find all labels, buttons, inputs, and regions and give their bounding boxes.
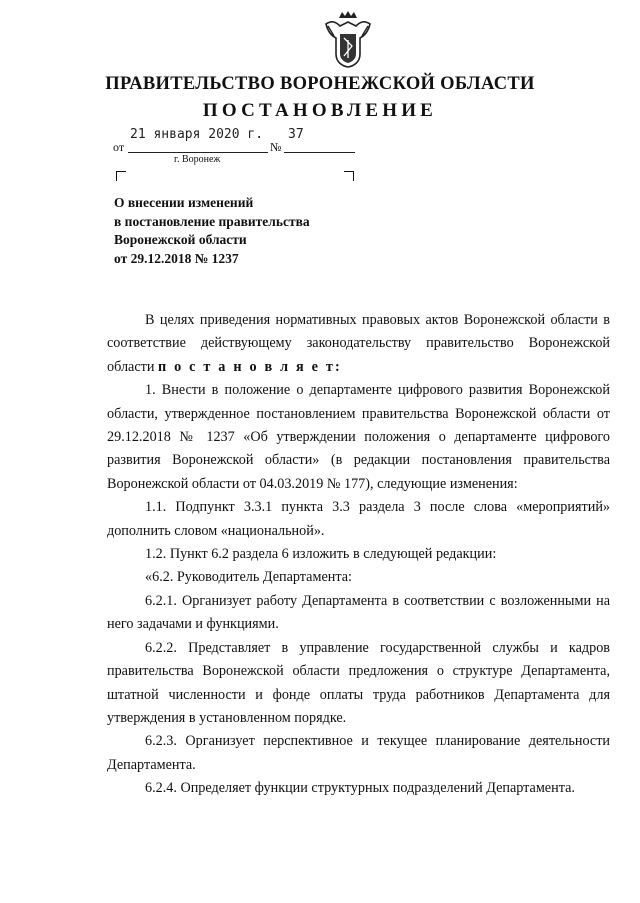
paragraph-item-6-2-2: 6.2.2. Представляет в управление государственной службы и кадров правительства Воронежской области предложения о структуре Департамента, штатной численности и фонде оплаты труда работников Департамента для утверждения в установленном порядке. <box>107 639 610 726</box>
number-label: № <box>270 140 282 154</box>
left-corner-bracket <box>116 171 126 181</box>
paragraph-item-6-2-4: 6.2.4. Определяет функции структурных подразделений Департамента. <box>145 780 575 797</box>
document-body <box>107 309 610 801</box>
number-underline <box>284 152 355 153</box>
paragraph-item-1-2: 1.2. Пункт 6.2 раздела 6 изложить в следующей редакции: <box>145 546 497 563</box>
organization-title: ПРАВИТЕЛЬСТВО ВОРОНЕЖСКОЙ ОБЛАСТИ <box>105 74 535 94</box>
right-corner-bracket <box>344 171 354 181</box>
document-date: 21 января 2020 г. <box>130 127 264 142</box>
paragraph-item-1: 1. Внести в положение о департаменте цифрового развития Воронежской области, утвержденное постановлением правительства Воронежской области от 29.12.2018 № 1237 «Об утверждении положения о департаменте цифрового развития Воронежской области» (в редакции постановления правительства Воронежской области от 04.03.2019 № 177), следующие изменения: <box>107 382 610 492</box>
from-label: от <box>113 140 125 154</box>
document-number: 37 <box>288 127 304 142</box>
decree-word: п о с т а н о в л я е т: <box>157 358 342 375</box>
paragraph-item-1-1: 1.1. Подпункт 3.3.1 пункта 3.3 раздела 3 после слова «мероприятий» дополнить словом «национальной». <box>107 499 610 539</box>
subject-line: от 29.12.2018 № 1237 <box>114 250 239 266</box>
paragraph-item-6-2-1: 6.2.1. Организует работу Департамента в соответствии с возложенными на него задачами и функциями. <box>107 592 610 633</box>
subject-line: О внесении изменений <box>114 195 254 210</box>
subject-block <box>114 194 310 268</box>
coat-of-arms-emblem <box>322 10 374 68</box>
paragraph-item-6-2-3: 6.2.3. Организует перспективное и текущее планирование деятельности Департамента. <box>107 733 610 773</box>
subject-line: в постановление правительства <box>114 213 310 229</box>
paragraph-item-6-2: «6.2. Руководитель Департамента: <box>145 569 352 586</box>
preamble-paragraph: В целях приведения нормативных правовых актов Воронежской области в соответствие действующему законодательству правительство Воронежской области п о с т а н о в л я е т: <box>107 312 610 375</box>
city-label: г. Воронеж <box>174 154 221 165</box>
document-type-title: ПОСТАНОВЛЕНИЕ <box>202 100 438 121</box>
date-underline <box>128 152 268 153</box>
subject-line: Воронежской области <box>114 232 247 247</box>
